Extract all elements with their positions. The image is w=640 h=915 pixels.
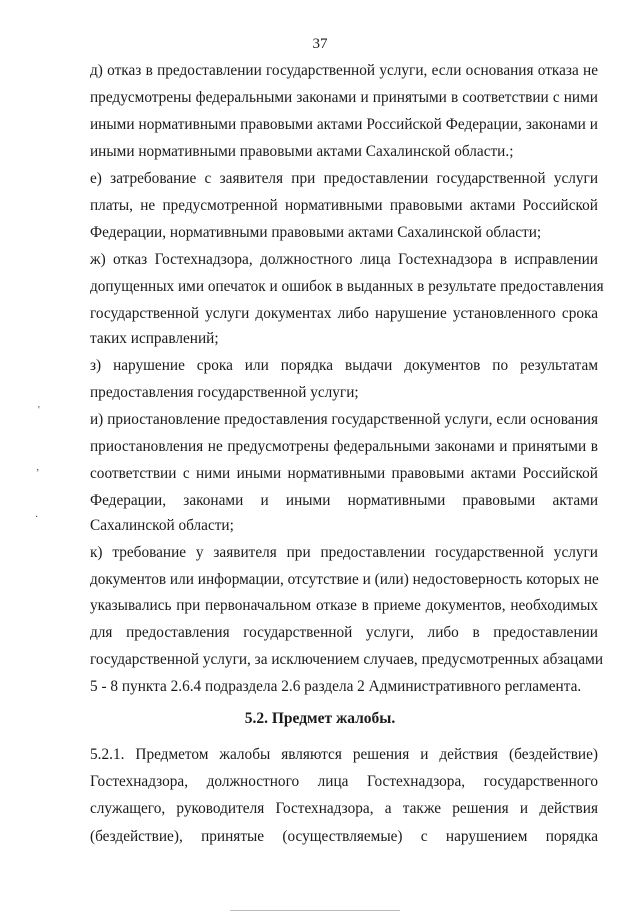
paragraph-line: к) требование у заявителя при предоставлении государственной услуги xyxy=(90,544,598,561)
paragraph-line: допущенных ими опечаток и ошибок в выданных в результате предоставления xyxy=(90,278,604,295)
paragraph-line: ж) отказ Гостехнадзора, должностного лица Гостехнадзора в исправлении xyxy=(90,251,598,268)
paragraph-line: государственной услуги документах либо нарушение установленного срока xyxy=(90,305,598,322)
paragraph-line: иными нормативными правовыми актами Сахалинской области.; xyxy=(90,143,514,160)
scan-edge-line xyxy=(230,910,400,911)
paragraph-line: д) отказ в предоставлении государственной услуги, если основания отказа не xyxy=(90,62,598,79)
scan-speck: ʼ xyxy=(36,468,40,479)
page-number: 37 xyxy=(312,36,328,52)
paragraph-line: е) затребование с заявителя при предоставлении государственной услуги xyxy=(90,170,598,187)
paragraph-line: указывались при первоначальном отказе в приеме документов, необходимых xyxy=(90,597,598,614)
scan-speck: ' xyxy=(38,405,40,416)
paragraph-line: Сахалинской области; xyxy=(90,517,234,534)
paragraph-line: з) нарушение срока или порядка выдачи документов по результатам xyxy=(90,357,598,374)
paragraph-line: таких исправлений; xyxy=(90,330,219,347)
paragraph-line: документов или информации, отсутствие и (или) недостоверность которых не xyxy=(90,571,599,588)
paragraph-line: соответствии с ними иными нормативными правовыми актами Российской xyxy=(90,465,598,482)
paragraph-line: иными нормативными правовыми актами Российской Федерации, законами и xyxy=(90,116,598,133)
paragraph-line: и) приостановление предоставления государственной услуги, если основания xyxy=(90,411,598,428)
section-paragraph-line: 5.2.1. Предметом жалобы являются решения и действия (бездействие) xyxy=(90,746,598,763)
paragraph-line: государственной услуги, за исключением случаев, предусмотренных абзацами xyxy=(90,651,604,668)
section-paragraph-line: (бездействие), принятые (осуществляемые) с нарушением порядка xyxy=(90,828,598,845)
paragraph-line: Федерации, законами и иными нормативными правовыми актами xyxy=(90,492,598,509)
scan-speck: · xyxy=(35,512,39,523)
paragraph-line: 5 - 8 пункта 2.6.4 подраздела 2.6 раздела 2 Административного регламента. xyxy=(90,678,582,695)
paragraph-line: платы, не предусмотренной нормативными правовыми актами Российской xyxy=(90,197,598,214)
section-paragraph-line: Гостехнадзора, должностного лица Гостехнадзора, государственного xyxy=(90,773,598,790)
paragraph-line: предусмотрены федеральными законами и принятыми в соответствии с ними xyxy=(90,89,598,106)
paragraph-line: предоставления государственной услуги; xyxy=(90,384,359,401)
section-paragraph-line: служащего, руководителя Гостехнадзора, а также решения и действия xyxy=(90,800,598,817)
paragraph-line: для предоставления государственной услуги, либо в предоставлении xyxy=(90,624,598,641)
paragraph-line: Федерации, нормативными правовыми актами Сахалинской области; xyxy=(90,224,542,241)
section-heading: 5.2. Предмет жалобы. xyxy=(244,710,396,727)
paragraph-line: приостановления не предусмотрены федеральными законами и принятыми в xyxy=(90,438,598,455)
